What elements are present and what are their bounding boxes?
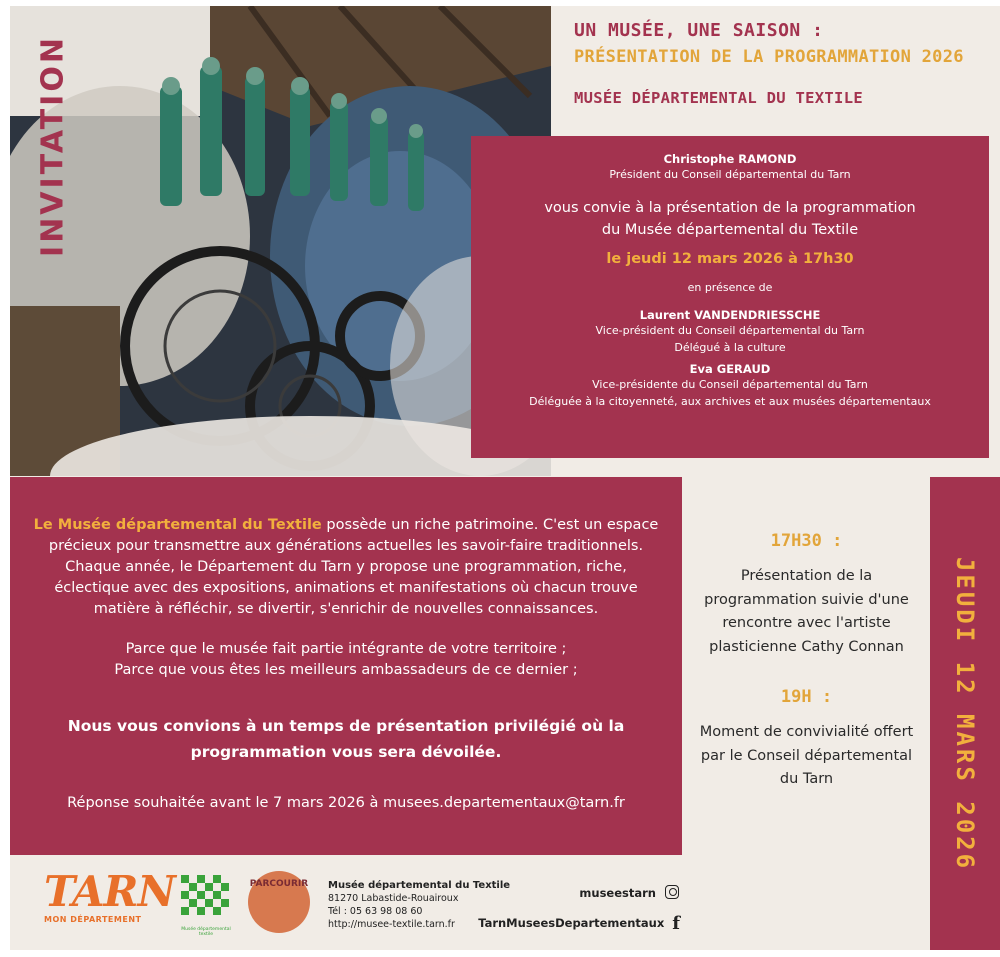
description-line2: précieux pour transmettre aux générations actuelles les savoir-faire traditionnels. [48,538,644,554]
side-date: JEUDI 12 MARS 2026 [951,556,979,871]
address-website[interactable]: http://musee-textile.tarn.fr [328,919,455,930]
event-date: le jeudi 12 mars 2026 à 17h30 [606,251,854,267]
schedule-text2-l1: Moment de convivialité offert [699,724,914,740]
schedule-time2: 19H : [780,687,833,707]
schedule-text1-l2: programmation suivie d'une [704,591,909,608]
instagram-link[interactable] [500,885,680,901]
convene-line2: programmation vous sera dévoilée. [190,743,502,761]
description-line3: Chaque année, le Département du Tarn y propose une programmation, riche, [65,559,627,575]
instagram-handle: museestarn [579,886,656,900]
schedule-text2-l2: par le Conseil départemental [700,747,913,764]
social-links [478,885,680,934]
schedule-text2 [684,721,929,792]
address-city: 81270 Labastide-Rouairoux [328,893,459,904]
footer [10,855,930,950]
invitation-vertical-title: INVITATION [35,35,71,257]
headline-line1: UN MUSÉE, UNE SAISON : [574,20,824,41]
guest2-role1: Vice-présidente du Conseil départemental du Tarn [592,378,868,391]
facebook-handle: TarnMuseesDepartementaux [478,916,665,930]
guest1-role1: Vice-président du Conseil départemental du Tarn [595,324,865,337]
tarn-logo-word: TARN [44,867,175,916]
schedule-text1-l1: Présentation de la [740,568,873,584]
houndstooth-icon [181,875,231,921]
because-line1: Parce que le musée fait partie intégrante de votre territoire ; [125,641,567,657]
textile-logo-sub: Musée départemental textile [181,927,231,937]
tarn-logo [44,867,175,924]
facebook-icon: f [672,912,680,934]
schedule-text2-l3: du Tarn [779,771,834,787]
headline-line2: PRÉSENTATION DE LA PROGRAMMATION 2026 [574,47,964,67]
textile-museum-logo [178,875,234,937]
headline [574,20,994,107]
schedule-text1-l4: plasticienne Cathy Connan [709,638,904,655]
headline-museum: MUSÉE DÉPARTEMENTAL DU TEXTILE [574,89,863,107]
side-date-band [930,477,1000,950]
description-line1-rest: possède un riche patrimoine. C'est un espace [321,517,659,533]
guest2-role2: Déléguée à la citoyenneté, aux archives et aux musées départementaux [529,395,931,408]
schedule-text1 [684,565,929,659]
host-role: Président du Conseil départemental du Tarn [609,168,851,181]
address-phone: Tél : 05 63 98 08 60 [328,906,423,917]
facebook-link[interactable] [478,912,680,934]
guest1-role2: Délégué à la culture [674,341,786,354]
presence-label: en présence de [687,281,773,294]
museum-name-accent: Le Musée départemental du Textile [33,517,322,533]
convene-line1: Nous vous convions à un temps de présentation privilégié où la [67,717,625,735]
reply-line: Réponse souhaitée avant le 7 mars 2026 à musees.departementaux@tarn.fr [67,795,625,811]
invite-line2: du Musée départemental du Textile [601,222,859,238]
parcourir-label: PARCOURIR [249,879,309,889]
guest2-name: Eva GERAUD [689,362,771,376]
address-title: Musée départemental du Textile [328,880,511,891]
because-line2: Parce que vous êtes les meilleurs ambassadeurs de ce dernier ; [114,662,578,678]
invite-line1: vous convie à la présentation de la programmation [544,200,916,216]
machine-illustration [10,6,551,476]
schedule-text1-l3: rencontre avec l'artiste [722,615,891,631]
description-line5: matière à réfléchir, se divertir, s'enrichir de nouvelles connaissances. [93,601,599,617]
description-box [10,477,682,855]
instagram-icon [664,885,680,902]
invitation-card [10,6,1000,950]
guest1-name: Laurent VANDENDRIESSCHE [639,308,821,322]
description-line1 [10,515,682,536]
description-line4: éclectique avec des expositions, animations et manifestations où chacun trouve [54,580,638,596]
schedule [684,477,929,855]
invitation-box [471,136,989,458]
schedule-time1: 17H30 : [770,531,843,551]
tarn-logo-sub: MON DÉPARTEMENT [44,915,142,924]
textile-machine-photo [10,6,551,476]
parcourir-logo [248,871,310,933]
host-name: Christophe RAMOND [663,152,797,166]
